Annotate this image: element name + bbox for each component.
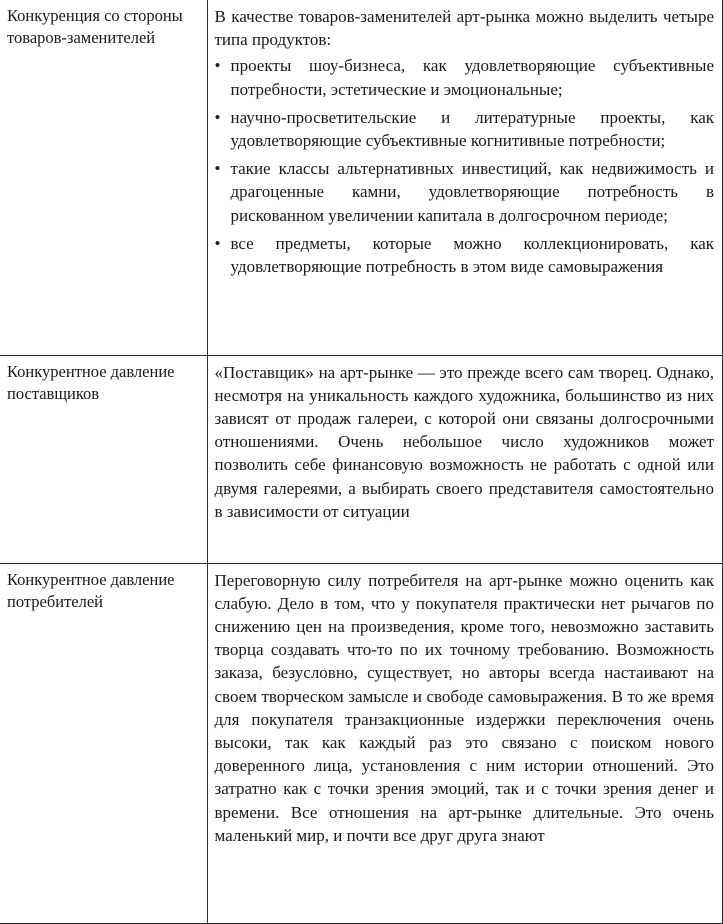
row-label-cell (0, 0, 207, 355)
bullet-icon: • (214, 56, 221, 76)
list-item (215, 157, 715, 227)
bullet-icon: • (214, 159, 221, 179)
row-label: Конкуренция со стороны товаров-заменителей (7, 6, 183, 47)
paragraph: Переговорную силу потребителя на арт-рынке можно оценить как слабую. Дело в том, что у покупателя практически нет рычагов по снижению цен на произведения, кроме того, невозможно заставить творца создавать что-то по их точному требованию. Возможность заказа, безусловно, существует, но авторы всегда настаивают на своем творческом замысле и свободе самовыражения. В то же время для покупателя транзакционные издержки переключения очень высоки, так как каждый раз это связано с поиском нового доверенного лица, установления с ним истории отношений. Это затратно как с точки зрения эмоций, так и с точки зрения денег и времени. Все отношения на арт-рынке длительные. Это очень маленький мир, и почти все друг друга знают (214, 570, 714, 845)
bullet-icon: • (214, 107, 221, 127)
list-item-text: проекты шоу-бизнеса, как удовлетворяющие субъективные потребности, эстетические и эмоциональные; (230, 56, 714, 99)
row-content (208, 564, 723, 847)
list-item (215, 106, 715, 152)
row-content-cell (207, 0, 723, 355)
paragraph: «Поставщик» на арт-рынке — это прежде всего сам творец. Однако, несмотря на уникальность каждого художника, большинство из них зависят от продаж галереи, с которой они связаны долгосрочными отношениями. Очень небольшое число художников может позволить себе финансовую возможность не работать с одной или двумя галереями, а выбирать своего представителя самостоятельно в зависимости от ситуации (214, 362, 714, 521)
row-content-cell (207, 563, 723, 923)
list-item-text: все предметы, которые можно коллекционировать, как удовлетворяющие потребность в этом виде самовыражения (230, 233, 714, 277)
row-content (208, 356, 723, 523)
bullet-icon: • (214, 233, 221, 253)
list-item (215, 54, 715, 100)
table-row (0, 0, 723, 355)
row-label: Конкурентное давление поставщиков (7, 361, 175, 403)
list-item-text: такие классы альтернативных инвестиций, как недвижимость и драгоценные камни, удовлетворяющие потребность в рискованном увеличении капитала в долгосрочном периоде; (230, 159, 714, 225)
table-row (0, 355, 723, 563)
bullet-list (215, 54, 715, 278)
row-label-cell (0, 563, 207, 923)
row-label-cell (0, 355, 207, 563)
list-item (215, 232, 715, 278)
list-item-text: научно-просветительские и литературные проекты, как удовлетворяющие субъективные когнитивные потребности; (230, 107, 714, 151)
table-row (0, 563, 723, 923)
row-content (208, 0, 723, 278)
intro-text: В качестве товаров-заменителей арт-рынка можно выделить четыре типа продуктов: (214, 7, 714, 50)
row-content-cell (207, 355, 723, 563)
row-label: Конкурентное давление потребителей (7, 569, 175, 611)
